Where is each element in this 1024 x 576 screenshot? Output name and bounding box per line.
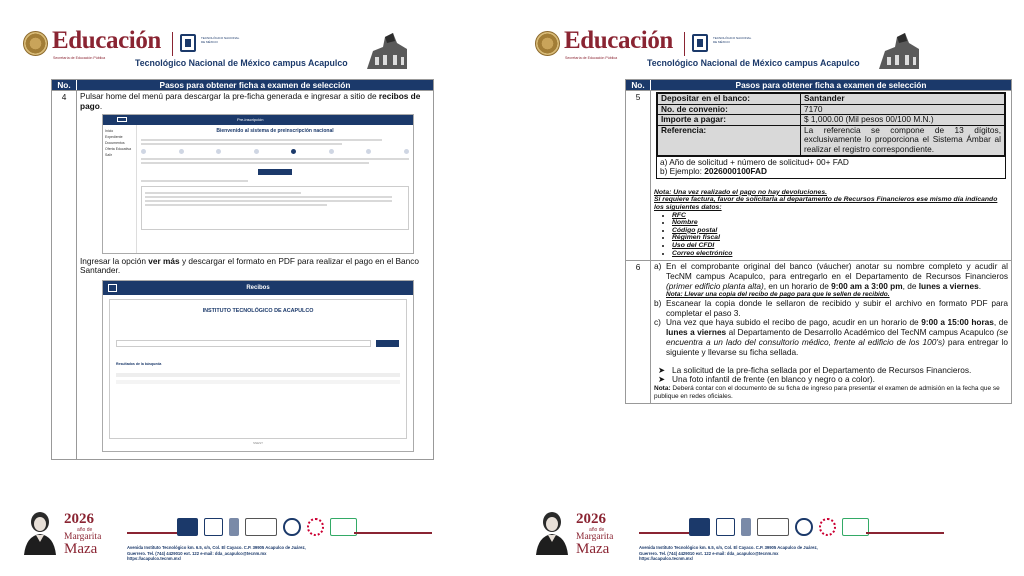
requirement-item: ➤ La solicitud de la pre-ficha sellada por el Departamento de Recursos Financieros. [658,364,972,375]
tecnm-logo-icon [177,518,198,536]
page-footer [534,510,1004,568]
caceca-logo-icon [245,518,278,536]
list-item: • Correo electrónico [672,250,1008,258]
shot2-search-field [116,340,371,347]
table-header [626,80,1011,90]
footer-divider [866,532,944,534]
table-header [52,80,433,90]
educacion-logo-text: Educación [564,27,673,54]
menu-item: Expediente [105,134,123,139]
header-no: No. [52,80,77,90]
tecnm-logo-text: TECNOLÓGICO NACIONAL DE MÉXICO [713,36,752,44]
itacapulco-logo-icon [741,518,751,536]
campus-building-icon [875,29,923,73]
step-4-instruction-b: Ingresar la opción ver más y descargar el formato en PDF para realizar el pago en el Banco Santander. [80,255,419,276]
deposit-row: Depositar en el banco: Santander [658,94,1005,105]
step-6-a: a) En el comprobante original del banco (váucher) anotar su nombre completo y acudir al TecNM campus Acapulco, para entregarlo en el Departamento de Recursos Financieros (primer edificio planta alta), en un horario de 9:00 am a 3:00 pm, de lunes a viernes. Nota: Llevar una copia del recibo de pago para que le sellen de recibido. [654,261,1008,299]
list-item: • RFC [672,212,1008,220]
reference-row: Referencia: La referencia se compone de 13 dígitos, exclusivamente lo proporciona el Sistema Ámbar al realizar el registro correspondiente. [658,125,1005,155]
national-seal-icon [535,31,560,56]
table-row-step-4 [52,90,433,459]
list-item: • Uso del CFDI [672,242,1008,250]
campus-title: Tecnológico Nacional de México campus Acapulco [647,58,860,68]
educacion-logo-text: Educación [52,27,161,54]
step-number: 6 [626,261,651,403]
footer-year: 2026 [576,511,606,527]
deposit-table [656,92,1006,179]
page-header [20,26,420,76]
admission-note: Nota: Deberá contar con el documento de su ficha de ingreso para presentar el examen de admisión en la fecha que se publique en redes oficiales. [654,385,1000,400]
step-6-c: c) Una vez que haya subido el recibo de pago, acudir en un horario de 9:00 a 15:00 horas, de lunes a viernes al Departamento de Desarrollo Académico del TecNM campus Acapulco (se encuentra a un lado del consultorio médico, frente al edificio de los 100's) para entregar lo siguiente y llevarse su ficha sellada. [654,317,1009,357]
table-row-step-5 [626,90,1011,260]
tecnm-text-logo-icon [204,518,223,536]
footer-logos [177,515,357,539]
header-no: No. [626,80,651,90]
shot2-footer: SNEST [252,441,263,446]
tecnm-logo-icon [180,34,196,52]
step-number: 4 [52,91,77,459]
table-row-step-6 [626,260,1011,403]
equality-seal-icon [307,518,324,536]
shot1-welcome: Bienvenido al sistema de preinscripción nacional [216,127,334,134]
deposit-row: No. de convenio: 7170 [658,104,1005,115]
header-divider [684,32,685,56]
footer-address: Avenida Instituto Tecnológico km. 6.5, s/n, Col. El Cayaco. C.P. 39905 Acapulco de Juárez, Guerrero. Tel. (744) 4429010 ext. 122 e-mail: dda_acapulco@tecnm.mx https://acapulco.tecnm.mx/ [127,545,306,562]
tecnm-logo-icon [108,284,117,292]
step-6-b: b) Escanear la copia donde le sellaron de recibido y subir el archivo en formato PDF para completar el paso 3. [654,297,1008,318]
footer-name-1: Margarita [64,532,102,542]
footer-divider [639,532,689,534]
footer-year-sub: año de [77,527,93,533]
footer-name-2: Maza [64,541,98,557]
step-content [77,91,433,459]
menu-item: Salir [105,152,113,157]
campus-title: Tecnológico Nacional de México campus Acapulco [135,58,348,68]
caceca-logo-icon [757,518,790,536]
header-steps: Pasos para obtener ficha a examen de selección [159,80,351,90]
shot1-card [141,186,409,230]
footer-name-2: Maza [576,541,610,557]
document-page-right [512,0,1024,576]
accreditation-seal-icon [283,518,300,536]
footer-logos [689,515,869,539]
equality-seal-icon [819,518,836,536]
arrow-bullet-icon: ➤ [658,374,665,385]
list-item: • Régimen fiscal [672,234,1008,242]
header-divider [172,32,173,56]
national-seal-icon [23,31,48,56]
shot1-top-title: Pre-inscripción [237,116,264,122]
footer-name-1: Margarita [576,532,614,542]
shot2-top-title: Recibos [103,281,413,295]
shot1-download-button [258,169,292,175]
shot1-content [141,127,409,231]
sep-subtitle: Secretaría de Educación Pública [53,56,106,60]
tecnm-logo-icon [117,117,127,122]
tecnm-text-logo-icon [716,518,735,536]
tecnm-logo-icon [689,518,710,536]
shot1-menu [103,125,137,254]
header-steps: Pasos para obtener ficha a examen de selección [735,80,927,90]
footer-address: Avenida Instituto Tecnológico km. 6.5, s/n, Col. El Cayaco. C.P. 39905 Acapulco de Juárez, Guerrero. Tel. (744) 4429010 ext. 122 e-mail: dda_acapulco@tecnm.mx https://acapulco.tecnm.mx/ [639,545,818,562]
campus-building-icon [363,29,411,73]
deposit-row: Importe a pagar: $ 1,000.00 (Mil pesos 00/100 M.N.) [658,115,1005,126]
step-4-instruction: Pulsar home del menú para descargar la pre-ficha generada e ingresar a sitio de recibos de pago. [80,91,421,111]
footer-year: 2026 [64,511,94,527]
tecnm-logo-text: TECNOLÓGICO NACIONAL DE MÉXICO [201,36,240,44]
100-percent-logo-icon [330,518,357,536]
menu-item: Inicio [105,128,114,133]
footer-divider [127,532,177,534]
sep-subtitle: Secretaría de Educación Pública [565,56,618,60]
arrow-bullet-icon: ➤ [658,364,665,375]
list-item: • Código postal [672,227,1008,235]
receipts-screenshot [102,280,414,452]
steps-table [625,79,1012,404]
shot2-panel [109,299,407,439]
footer-divider [354,532,432,534]
step-content [651,261,1011,403]
preinscription-screenshot [102,114,414,254]
step-content [651,91,1011,260]
list-item: • Nombre [672,219,1008,227]
tecnm-logo-icon [692,34,708,52]
reference-format: a) Año de solicitud + número de solicitud+ 00+ FAD b) Ejemplo: 2026000100FAD [657,156,1005,178]
itacapulco-logo-icon [229,518,239,536]
step-number: 5 [626,91,651,260]
shot2-results: Resultados de la búsqueda [116,360,400,387]
steps-table [51,79,434,460]
invoice-note: Si requiere factura, favor de solicitarla al departamento de Recursos Financieros ese mismo día indicando los siguientes datos: [654,196,998,211]
100-percent-logo-icon [842,518,869,536]
footer-year-sub: año de [589,527,605,533]
margarita-maza-portrait-icon [22,510,58,555]
shot2-search-button [376,340,399,347]
copy-note: Nota: Llevar una copia del recibo de pago para que le sellen de recibido. [666,291,890,299]
invoice-data-list [672,212,1008,258]
shot2-institute: INSTITUTO TECNOLÓGICO DE ACAPULCO [202,308,314,315]
page-header [532,26,932,76]
no-refund-note: Nota: Una vez realizado el pago no hay devoluciones. [654,188,827,196]
margarita-maza-portrait-icon [534,510,570,555]
shot1-progress [141,149,409,154]
accreditation-seal-icon [795,518,812,536]
requirement-item: ➤ Una foto infantil de frente (en blanco y negro o a color). [658,374,875,385]
menu-item: Documentos [105,140,125,145]
menu-item: Oferta Educativa [105,146,132,151]
page-footer [22,510,492,568]
